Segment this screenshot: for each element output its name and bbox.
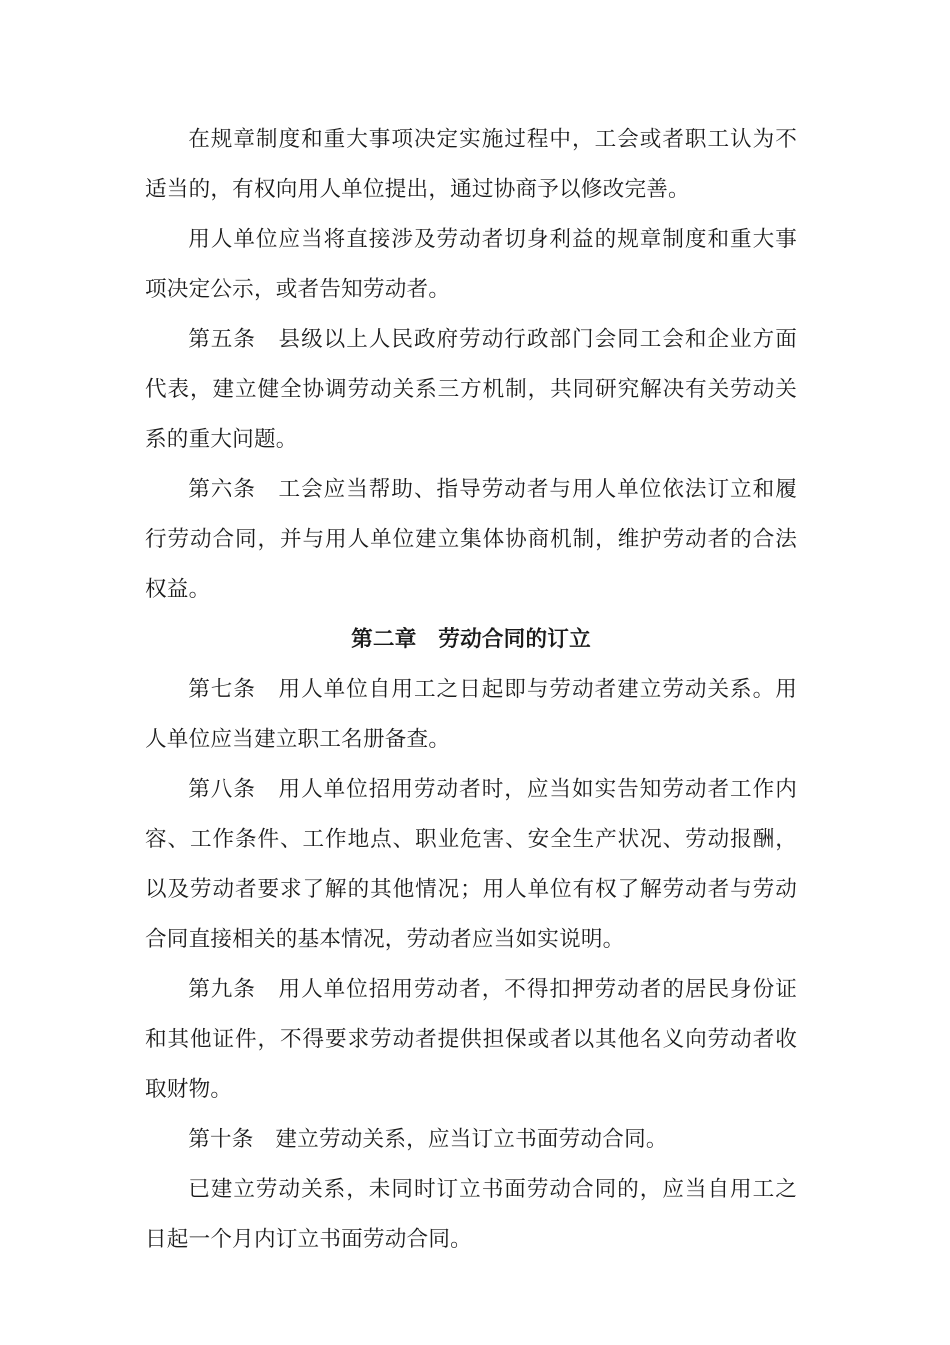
article-6: 第六条 工会应当帮助、指导劳动者与用人单位依法订立和履行劳动合同，并与用人单位建立集体协商机制，维护劳动者的合法权益。 (145, 477, 797, 602)
document-body (145, 115, 797, 1265)
article-8: 第八条 用人单位招用劳动者时，应当如实告知劳动者工作内容、工作条件、工作地点、职业危害、安全生产状况、劳动报酬，以及劳动者要求了解的其他情况；用人单位有权了解劳动者与劳动合同直接相关的基本情况，劳动者应当如实说明。 (145, 777, 797, 952)
article-10: 第十条 建立劳动关系，应当订立书面劳动合同。 (188, 1127, 668, 1152)
article-9: 第九条 用人单位招用劳动者，不得扣押劳动者的居民身份证和其他证件，不得要求劳动者提供担保或者以其他名义向劳动者收取财物。 (145, 977, 797, 1102)
paragraph-rules-publication: 用人单位应当将直接涉及劳动者切身利益的规章制度和重大事项决定公示，或者告知劳动者。 (145, 227, 797, 302)
paragraph-rules-revision: 在规章制度和重大事项决定实施过程中，工会或者职工认为不适当的，有权向用人单位提出，通过协商予以修改完善。 (145, 127, 797, 202)
article-7: 第七条 用人单位自用工之日起即与劳动者建立劳动关系。用人单位应当建立职工名册备查。 (145, 677, 797, 752)
article-10-paragraph-2: 已建立劳动关系，未同时订立书面劳动合同的，应当自用工之日起一个月内订立书面劳动合同。 (145, 1177, 797, 1252)
article-5: 第五条 县级以上人民政府劳动行政部门会同工会和企业方面代表，建立健全协调劳动关系三方机制，共同研究解决有关劳动关系的重大问题。 (145, 327, 797, 452)
chapter-2-heading: 第二章 劳动合同的订立 (351, 627, 591, 652)
